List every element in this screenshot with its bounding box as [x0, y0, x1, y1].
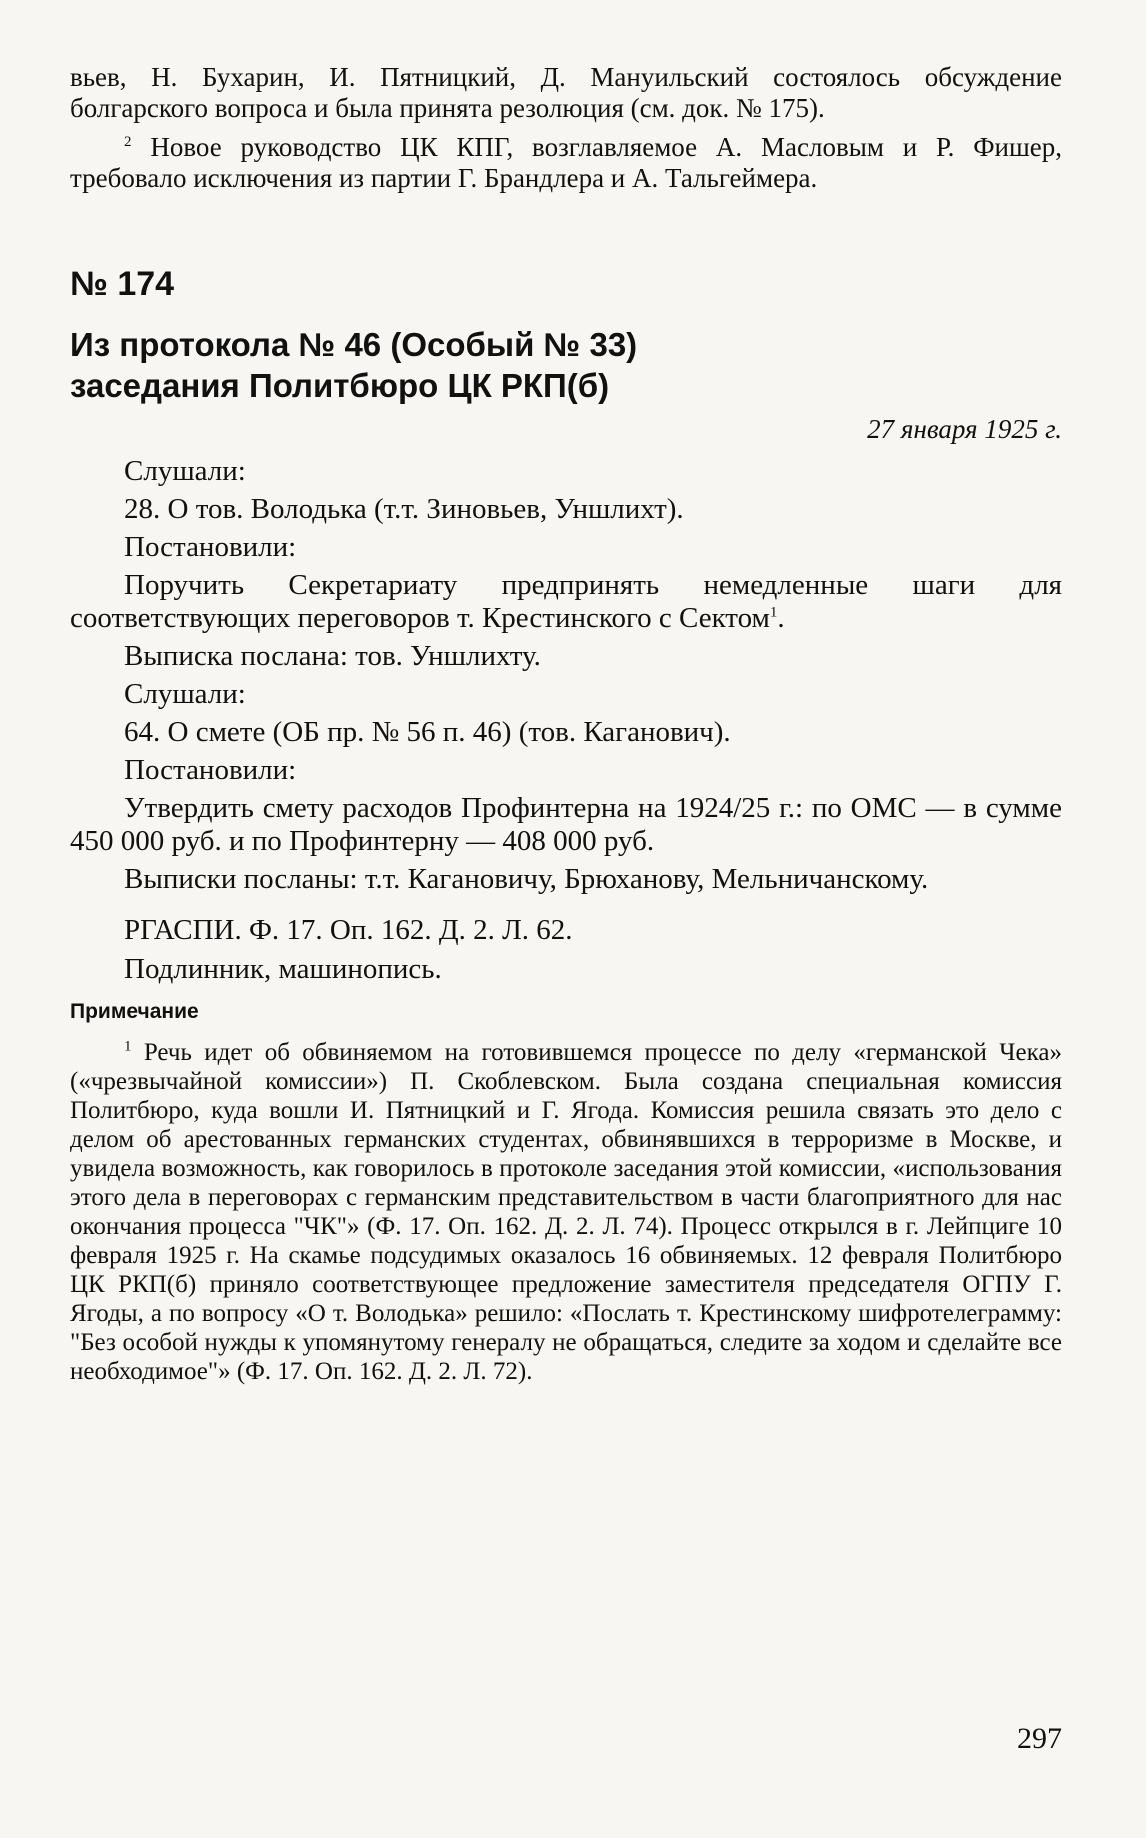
decided-text-1-body: Поручить Секретариату предпринять немедленные шаги для соответствующих переговоров т. Крестинского с Сектом — [70, 569, 1062, 634]
archive-source — [70, 914, 1062, 986]
footnote-1-text: Речь идет об обвиняемом на готовившемся процессе по делу «германской Чека» («чрезвычайной комиссии») П. Скоблевском. Была создана специальная комиссия Политбюро, куда вошли И. Пятницкий и Г. Ягода. Комиссия решила связать это дело с делом об арестованных германских студентах, обвинявшихся в терроризме в Москве, и увидела возможность, как говорилось в протоколе заседания этой комиссии, «использования этого дела в переговорах с германским представительством в части благоприятного для нас окончания процесса "ЧК"» (Ф. 17. Оп. 162. Д. 2. Л. 74). Процесс открылся в г. Лейпциге 10 февраля 1925 г. На скамье подсудимых оказалось 16 обвиняемых. 12 февраля Политбюро ЦК РКП(б) приняло соответствующее предложение заместителя председателя ОГПУ Г. Ягоды, а по вопросу «О т. Володька» решило: «Послать т. Крестинскому шифротелеграмму: "Без особой нужды к упомянутому генералу не обращаться, следите за ходом и сделайте все необходимое"» (Ф. 17. Оп. 162. Д. 2. Л. 72). — [70, 1039, 1063, 1385]
footnote-2-text: Новое руководство ЦК КПГ, возглавляемое А. Масловым и Р. Фишер, требовало исключения из партии Г. Брандлера и А. Тальгеймера. — [70, 132, 1063, 193]
document-title-line1: Из протокола № 46 (Особый № 33) — [70, 326, 638, 363]
document-type: Подлинник, машинопись. — [124, 953, 442, 985]
notes-section — [70, 1000, 1062, 1386]
note-continuation-line1: вьев, Н. Бухарин, И. Пятницкий, Д. Мануильский состоялось обсуждение — [70, 62, 1062, 92]
extract-sent-1: Выписка послана: тов. Уншлихту. — [124, 640, 541, 672]
document-header — [70, 264, 1062, 445]
protocol-body — [70, 455, 1062, 896]
decided-text-1 — [70, 569, 1062, 635]
heard-label-2: Слушали: — [124, 678, 246, 710]
footnote-1-marker: 1 — [124, 1038, 132, 1055]
heard-label-1: Слушали: — [124, 455, 246, 487]
document-number: № 174 — [70, 265, 175, 303]
extract-sent-2: Выписки посланы: т.т. Кагановичу, Брюханову, Мельничанскому. — [124, 863, 929, 895]
note-continuation-line2: болгарского вопроса и была принята резолюция (см. док. № 175). — [70, 93, 825, 123]
heard-item-2: 64. О смете (ОБ пр. № 56 п. 46) (тов. Каганович). — [124, 716, 731, 748]
footnote-1 — [70, 1038, 1062, 1386]
document-date: 27 января 1925 г. — [867, 414, 1062, 444]
page-number: 297 — [1017, 1722, 1062, 1755]
archive-reference: РГАСПИ. Ф. 17. Оп. 162. Д. 2. Л. 62. — [124, 914, 573, 946]
decided-label-2: Постановили: — [124, 754, 297, 786]
footnote-2 — [70, 132, 1062, 194]
footnote-2-marker: 2 — [124, 134, 132, 150]
footnote-1-ref: 1 — [769, 604, 778, 621]
decided-label-1: Постановили: — [124, 531, 297, 563]
notes-heading: Примечание — [70, 1000, 199, 1023]
document-title-line2: заседания Политбюро ЦК РКП(б) — [70, 367, 610, 404]
page-content — [70, 60, 1062, 1386]
heard-item-1: 28. О тов. Володька (т.т. Зиновьев, Уншлихт). — [124, 493, 684, 525]
top-notes — [70, 62, 1062, 194]
decided-text-2: Утвердить смету расходов Профинтерна на 1924/25 г.: по ОМС — в сумме 450 000 руб. и по Профинтерну — 408 000 руб. — [70, 792, 1062, 857]
decided-text-1-end: . — [777, 602, 785, 634]
